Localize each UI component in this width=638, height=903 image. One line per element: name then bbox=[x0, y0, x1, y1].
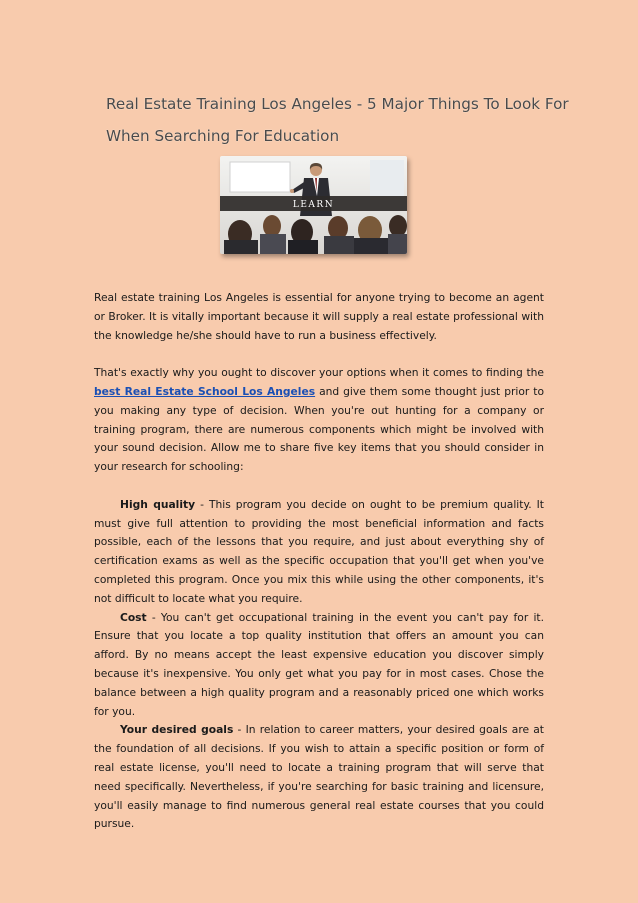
title-line-2: When Searching For Education bbox=[106, 127, 340, 145]
paragraph-intro: Real estate training Los Angeles is essential for anyone trying to become an agent or Broker. It is vitally important because it will supply a real estate professional with the knowledge he/she should have to run a business effectively. bbox=[94, 291, 544, 342]
paragraph-options: That's exactly why you ought to discover your options when it comes to finding the best Real Estate School Los Angeles and give them some thought just prior to you making any type of decision. When you're out hunting for a company or training program, there are numerous components which might be involved with your sound decision. Allow me to share five key items that you should consider in your research for schooling: bbox=[94, 366, 544, 474]
paragraph-goals: Your desired goals - In relation to career matters, your desired goals are at the foundation of all decisions. If you wish to attain a specific position or form of real estate license, you'll need to locate a training program that will serve that need specifically. Nevertheless, if you're searching for basic training and licensure, you'll easily manage to find numerous general real estate courses that you could pursue. bbox=[94, 723, 544, 831]
article-body bbox=[94, 289, 544, 834]
paragraph-cost: Cost - You can't get occupational training in the event you can't pay for it. Ensure that you locate a top quality institution that offers an amount you can afford. By no means accept the least expensive education you discover simply because it's inexpensive. You only get what you pay for in most cases. Chose the balance between a high quality program and a reasonably priced one which works for you. bbox=[94, 610, 544, 718]
cost-label: Cost bbox=[120, 610, 147, 624]
school-link[interactable]: best Real Estate School Los Angeles bbox=[94, 384, 316, 398]
document-title bbox=[106, 88, 606, 152]
hero-caption: LEARN bbox=[292, 200, 335, 210]
goals-label: Your desired goals bbox=[120, 723, 234, 737]
high-quality-label: High quality bbox=[120, 497, 196, 511]
classroom-illustration bbox=[220, 156, 407, 254]
hero-image bbox=[220, 156, 407, 254]
title-line-1: Real Estate Training Los Angeles - 5 Major Things To Look For bbox=[106, 95, 569, 113]
paragraph-high-quality: High quality - This program you decide on ought to be premium quality. It must give full attention to providing the most beneficial information and facts possible, each of the lessons that you require, and just about everything shy of certification exams as well as the specific occupation that you'll get when you've completed this program. Once you mix this while using the other components, it's not difficult to locate what you require. bbox=[94, 497, 544, 605]
